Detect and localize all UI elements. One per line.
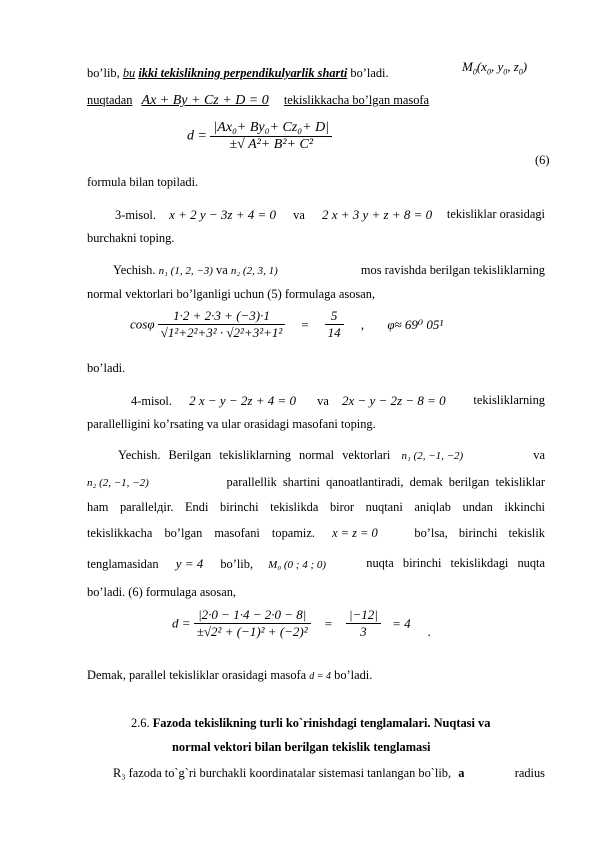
line-7: normal vektorlari bo’lganligi uchun (5) formulaga asosan, <box>87 287 375 301</box>
line-17: bo’ladi. (6) formulaga asosan, <box>87 585 236 599</box>
line-16: tenglamasidan y = 4 bo’lib, M₀ (0 ; 4 ; 0) nuqta birinchi tekislikdagi nuqta <box>87 556 545 571</box>
line-9: bo’ladi. <box>87 361 126 375</box>
line-15: tekislikkacha bo’lgan masofani topamiz. x = z = 0 bo’lsa, birinchi tekislik <box>87 526 545 540</box>
example-4: 4-misol. 2 x − y − 2z + 4 = 0 va 2x − y − 2z − 8 = 0 tekisliklarning <box>131 393 545 408</box>
link-bu[interactable]: bu <box>122 66 136 80</box>
solution-4a: Yechish. Berilgan tekisliklarning normal vektorlari n₁ (2, −1, −2) va <box>118 448 545 462</box>
line-19: Demak, parallel tekisliklar orasidagi masofa d = 4 bo’ladi. <box>87 668 373 682</box>
equation-tag-6: (6) <box>535 153 550 167</box>
example-3: 3-misol. x + 2 y − 3z + 4 = 0 va 2 x + 3 y + z + 8 = 0 tekisliklar orasidagi <box>115 207 545 222</box>
plane-equation: Ax + By + Cz + D = 0 <box>141 93 269 108</box>
section-heading: 2.6. Fazoda tekislikning turli ko`rinishdagi tenglamalari. Nuqtasi va <box>131 716 491 730</box>
line-1: bo’lib, bu ikki tekislikning perpendikulyarlik sharti bo’ladi. <box>87 66 389 80</box>
line-2: nuqtadan Ax + By + Cz + D = 0 tekislikkacha bo’lgan masofa <box>87 93 430 108</box>
solution-4b: n₂ (2, −1, −2) parallellik shartini qanoatlantiradi, demak berilgan tekisliklar <box>87 475 545 489</box>
line-14: ham parallelдir. Endi birinchi tekislikda biror nuqtani aniqlab undan ikkinchi <box>87 500 545 514</box>
line-5: burchakni toping. <box>87 231 175 245</box>
distance-formula: d = $\frac{\text{|Ax₀+ By₀+ Cz₀+ D|}}{\text{±√ A²+ B²+ C²}}$ <box>187 120 332 153</box>
line-11: parallelligini ko’rsating va ular orasidagi masofani toping. <box>87 417 376 431</box>
perpendicularity-term: ikki tekislikning perpendikulyarlik sharti <box>138 66 348 80</box>
last-line: R₃ fazoda to`g`ri burchakli koordinatalar sistemasi tanlangan bo`lib, a radius <box>113 766 545 780</box>
section-heading-2: normal vektori bilan berilgan tekislik tenglamasi <box>172 740 431 754</box>
point-m0: $M_0(x_0$, $y_0$, $z_0$) <box>462 59 528 77</box>
line-3: formula bilan topiladi. <box>87 175 199 189</box>
solution-3: Yechish. n₁ (1, 2, −3) va n₂ (2, 3, 1) mos ravishda berilgan tekisliklarning <box>113 263 545 277</box>
distance-calc: d = $\frac{|2\cdot 0 - 1\cdot 4 - 2\cdot 0 - 8|}{\text{±√2² + (−1)² + (−2)²}}$ = $\frac{|-12|}{3}$ = 4 . <box>172 607 432 639</box>
cos-formula: cosφ $\frac{1\cdot 2 + 2\cdot 3 + (-3)\cdot 1}{\text{√1²+2²+3² · √2²+3²+1²}}$ = $\frac{5}{14}$ , φ≈ 69⁰ 05¹ <box>130 308 444 340</box>
